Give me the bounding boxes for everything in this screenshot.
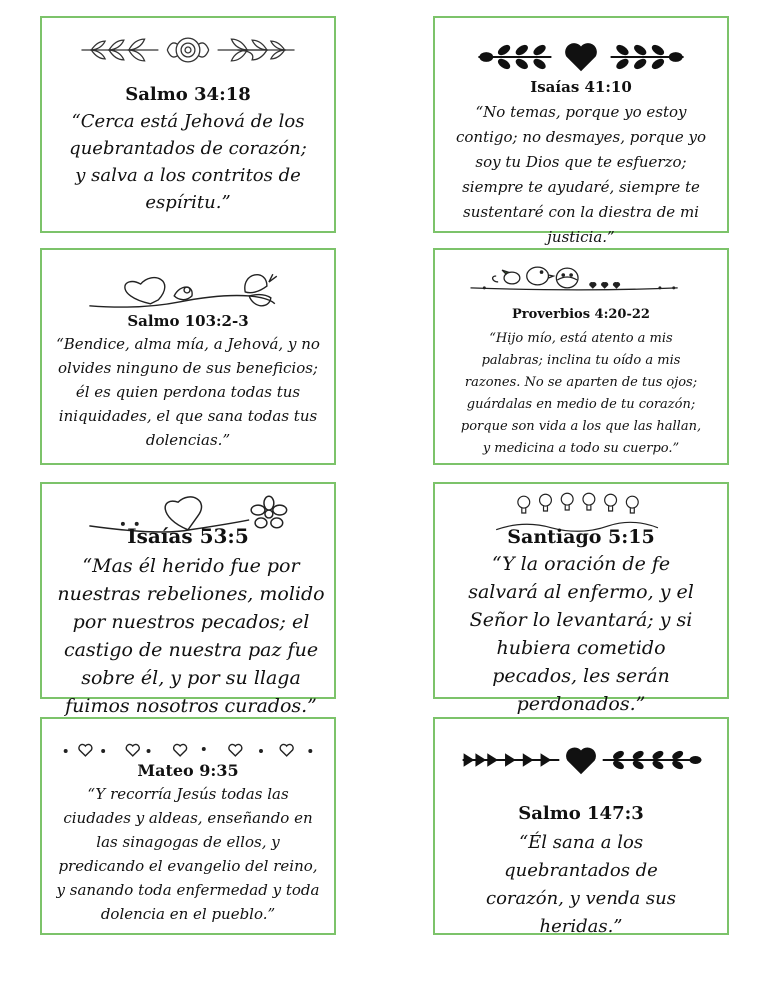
verse-reference: Isaías 53:5 [127,524,249,548]
floral-rose-divider-icon [42,32,334,68]
verse-text: “Mas él herido fue por nuestras rebeliones, molido por nuestros pecados; el castigo de nuestra paz fue sobre él, y por su llaga fuimos nosotros curados.” [57,555,325,717]
verse-reference: Isaías 41:10 [530,78,632,96]
heart-butterfly-divider-icon [42,266,334,310]
verse-reference: Salmo 147:3 [518,803,644,824]
verse-card-salmo-34-18 [40,16,336,233]
verse-card-isaias-41-10 [433,16,729,246]
verse-text: “Cerca está Jehová de los quebrantados de corazón; y salva a los contritos de espíritu.” [69,111,307,213]
verse-text: “Y recorría Jesús todas las ciudades y aldeas, enseñando en las sinagogas de ellos, y predicando el evangelio del reino, y sanando toda enfermedad y toda dolencia en el pueblo.” [56,785,320,923]
verse-reference: Salmo 103:2-3 [127,312,249,330]
verse-text: “Y la oración de fe salvará al enfermo, y el Señor lo levantará; y si hubiera cometido pecados, les serán perdonados.” [468,553,694,715]
dots-hearts-divider-icon [42,739,334,761]
verse-reference: Mateo 9:35 [137,761,239,780]
verse-reference: Santiago 5:15 [507,526,655,548]
arrows-heart-divider-icon [435,745,727,775]
verse-text: “Hijo mío, está atento a mis palabras; inclina tu oído a mis razones. No se aparten de tus ojos; guárdalas en medio de tu corazón; porque son vida a los que las hallan, y medicina a todo su cuerpo.” [460,331,702,456]
verse-card-mateo-9-35 [40,717,336,935]
verse-card-isaias-53-5 [40,482,336,717]
verse-text: “No temas, porque yo estoy contigo; no desmayes, porque yo soy tu Dios que te esfuerzo; siempre te ayudaré, siempre te sustentaré con la diestra de mi justicia.” [456,103,706,246]
verse-card-santiago-5-15 [433,482,729,715]
verse-card-salmo-103-2-3 [40,248,336,465]
birds-hearts-divider-icon [435,262,727,294]
verse-reference: Salmo 34:18 [125,84,251,105]
verse-card-proverbios-4-20-22 [433,248,729,465]
verse-card-salmo-147-3 [433,717,729,935]
leaves-heart-divider-icon [435,40,727,74]
verse-text: “Él sana a los quebrantados de corazón, y venda sus heridas.” [486,832,676,937]
verse-reference: Proverbios 4:20-22 [512,307,650,322]
verse-text: “Bendice, alma mía, a Jehová, y no olvides ninguno de sus beneficios; él es quien perdona todas tus iniquidades, el que sana todas tus dolencias.” [56,335,320,449]
